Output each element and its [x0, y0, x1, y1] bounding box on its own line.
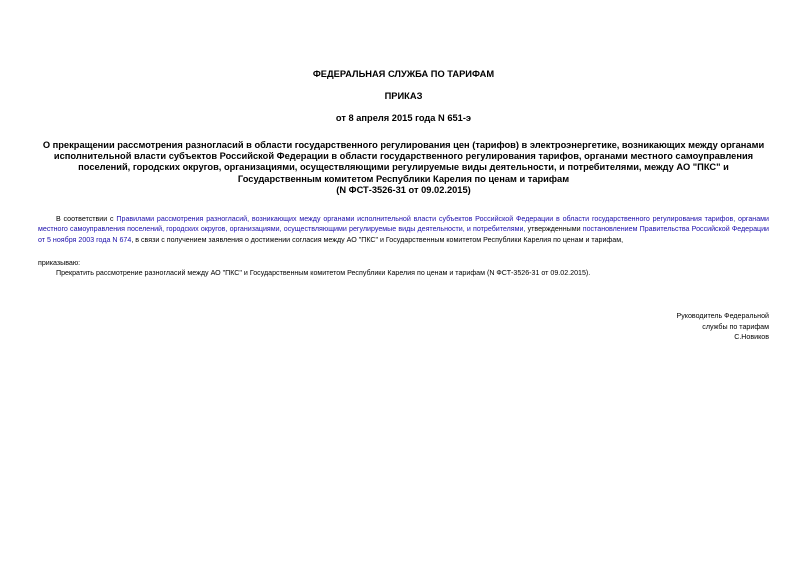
decree-link[interactable]: постановлением Правительства Российской Федерации от 5 ноября 2003 года N 674 — [38, 225, 769, 244]
signature-block — [677, 311, 770, 343]
case-number: (N ФСТ-3526-31 от 09.02.2015) — [336, 184, 471, 195]
document-date-number: от 8 апреля 2015 года N 651-э — [335, 113, 472, 123]
signature-position-line1: Руководитель Федеральной — [676, 312, 769, 320]
ordered-label: приказываю: — [38, 259, 81, 267]
preamble-paragraph — [38, 214, 769, 245]
rules-link[interactable]: Правилами рассмотрения разногласий, возникающих между органами исполнительной власти субъектов Российской Федерации в области государственного регулирования тарифов, органами местного самоуправления поселений, городских округов, организациями, осуществляющими регулируемые виды деятельности, и потребителями, — [38, 215, 769, 234]
document-title — [38, 140, 769, 196]
agency-heading: ФЕДЕРАЛЬНАЯ СЛУЖБА ПО ТАРИФАМ — [312, 69, 495, 79]
preamble-prefix: В соответствии с — [56, 215, 117, 223]
signatory-name: С.Новиков — [734, 333, 769, 342]
order-item: Прекратить рассмотрение разногласий между АО "ПКС" и Государственным комитетом Республики Карелия по ценам и тарифам (N ФСТ-3526-31 от 09.02.2015). — [56, 269, 591, 277]
approved-text: утвержденными — [525, 225, 583, 234]
title-text: О прекращении рассмотрения разногласий в области государственного регулирования цен (тарифов) в электроэнергетике, возникающих между органами исполнительной власти субъектов Российской Федерации в области государственного регулирования тарифов, органами местного самоуправления поселений, городских округов, организациями, осуществляющими регулируемые виды деятельности, и потребителями, между АО "ПКС" и Государственным комитетом Республики Карелия по ценам и тарифам — [42, 140, 765, 184]
preamble-suffix: , в связи с получением заявления о достижении согласия между АО "ПКС" и Государственным комитетом Республики Карелия по ценам и тарифам, — [131, 235, 624, 244]
signature-position-line2: службы по тарифам — [702, 322, 769, 331]
document-type: ПРИКАЗ — [384, 91, 423, 101]
